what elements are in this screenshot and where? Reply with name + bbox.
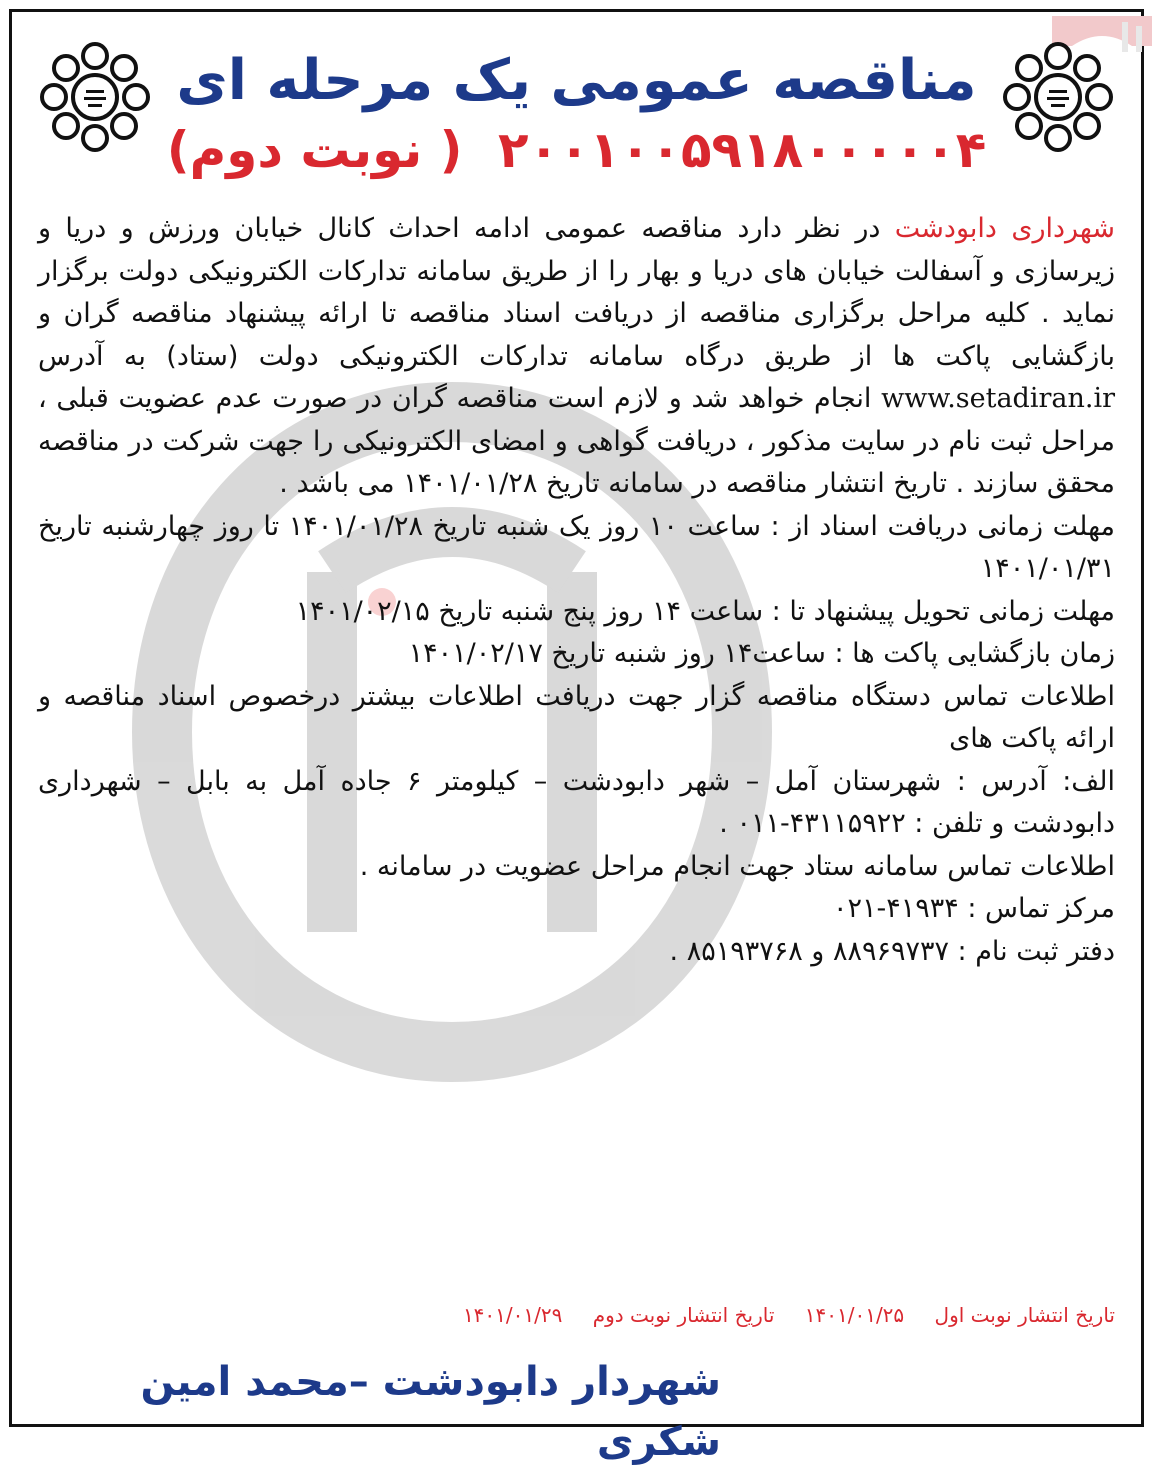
municipality-emblem-icon: [40, 42, 150, 152]
publication-dates: [38, 1300, 1115, 1330]
intro-text: در نظر دارد مناقصه عمومی ادامه احداث کانال خیابان ورزش و دریا و زیرسازی و آسفالت خیابان های دریا و بهار را از طریق سامانه تدارکات الکترونیکی دولت برگزار نماید . کلیه مراحل برگزاری مناقصه از دریافت اسناد مناقصه تا ارائه پیشنهاد مناقصه گران و بازگشایی پاکت ها از طریق درگاه سامانه تدارکات الکترونیکی دولت (ستاد) به آدرس: [38, 213, 1115, 372]
registration-office: دفتر ثبت نام : ۸۸۹۶۹۷۳۷ و ۸۵۱۹۳۷۶۸ .: [669, 935, 1115, 967]
setad-contact-info: اطلاعات تماس سامانه ستاد جهت انجام مراحل عضویت در سامانه .: [359, 850, 1115, 882]
tender-body: [38, 208, 1115, 973]
bid-deadline: مهلت زمانی تحویل پیشنهاد تا : ساعت ۱۴ روز پنج شنبه تاریخ ۱۴۰۱/۰۲/۱۵: [295, 595, 1115, 627]
document-deadline: مهلت زمانی دریافت اسناد از : ساعت ۱۰ روز یک شنبه تاریخ ۱۴۰۱/۰۱/۲۸ تا روز چهارشنبه تاریخ ۱۴۰۱/۰۱/۳۱: [38, 510, 1115, 584]
intro-text-continued: انجام خواهد شد و لازم است مناقصه گران در صورت عدم عضویت قبلی ، مراحل ثبت نام در سایت مذکور ، دریافت گواهی و امضای الکترونیکی را جهت شرکت در مناقصه محقق سازند . تاریخ انتشار مناقصه در سامانه تاریخ ۱۴۰۱/۰۱/۲۸ می باشد .: [38, 383, 1115, 499]
second-publication-date: ۱۴۰۱/۰۱/۲۹: [462, 1303, 563, 1327]
mayor-signature: شهردار دابودشت –محمد امین شکری: [140, 1359, 721, 1465]
website-link[interactable]: www.setadiran.ir: [881, 383, 1115, 414]
first-publication-label: تاریخ انتشار نوبت اول: [934, 1303, 1115, 1327]
contact-intro: اطلاعات تماس دستگاه مناقصه گزار جهت دریافت اطلاعات بیشتر درخصوص اسناد مناقصه و ارائه پاکت های: [38, 680, 1115, 754]
municipality-emblem-icon: [1003, 42, 1113, 152]
first-publication-date: ۱۴۰۱/۰۱/۲۵: [804, 1303, 905, 1327]
tender-number: ۲۰۰۱۰۰۵۹۱۸۰۰۰۰۰۴: [497, 121, 987, 179]
call-center: مرکز تماس : ۴۱۹۳۴-۰۲۱: [832, 893, 1115, 924]
opening-time: زمان بازگشایی پاکت ها : ساعت۱۴ روز شنبه تاریخ ۱۴۰۱/۰۲/۱۷: [408, 638, 1115, 669]
round-label: ( نوبت دوم): [166, 121, 463, 179]
address: الف: آدرس : شهرستان آمل – شهر دابودشت – کیلومتر ۶ جاده آمل به بابل – شهرداری دابودشت و تلفن : ۴۳۱۱۵۹۲۲-۰۱۱ .: [38, 765, 1115, 839]
advertisement-frame: [9, 9, 1144, 1465]
intro-paragraph: [38, 208, 1115, 506]
second-publication-label: تاریخ انتشار نوبت دوم: [592, 1303, 775, 1327]
tender-title: مناقصه عمومی یک مرحله ای: [176, 48, 977, 113]
tender-number-line: [162, 120, 991, 180]
organization-name: شهرداری دابودشت: [894, 213, 1115, 244]
